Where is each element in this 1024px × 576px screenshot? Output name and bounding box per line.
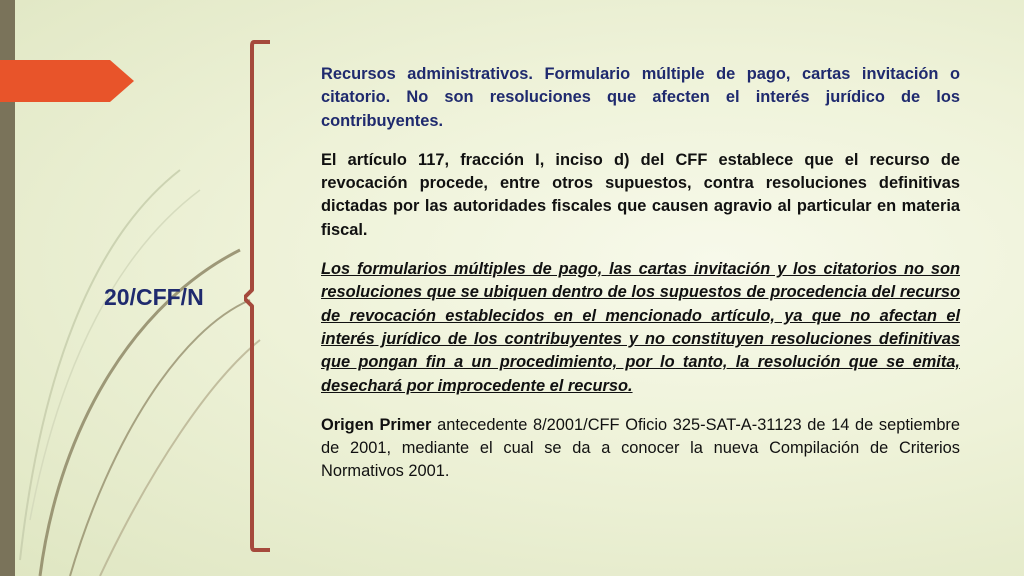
criterion-code: 20/CFF/N xyxy=(104,284,204,310)
slide-content xyxy=(321,63,960,500)
origin-label: Origen Primer xyxy=(321,415,432,434)
paragraph-origin xyxy=(321,414,960,484)
paragraph-article-117: El artículo 117, fracción I, inciso d) del CFF establece que el recurso de revocación procede, entre otros supuestos, contra resoluciones definitivas dictadas por las autoridades fiscales que causen agravio al particular en materia fiscal. xyxy=(321,150,960,239)
origin-text: antecedente 8/2001/CFF Oficio 325-SAT-A-31123 de 14 de septiembre de 2001, mediante el cual se da a conocer la nueva Compilación de Criterios Normativos 2001. xyxy=(321,415,961,481)
criterion-heading: Recursos administrativos. Formulario múltiple de pago, cartas invitación o citatorio. No son resoluciones que afecten el interés jurídico de los contribuyentes. xyxy=(321,65,960,130)
paragraph-criterion: Los formularios múltiples de pago, las cartas invitación y los citatorios no son resoluciones que se ubiquen dentro de los supuestos de procedencia del recurso de revocación establecidos en el mencionado artículo, ya que no afectan el interés jurídico de los contribuyentes y no constituyen resoluciones definitivas que pongan fin a un procedimiento, por lo tanto, la resolución que se emita, desechará por improcedente el recurso. xyxy=(321,260,960,395)
accent-arrow-tab xyxy=(0,60,134,102)
left-bracket xyxy=(244,40,274,552)
